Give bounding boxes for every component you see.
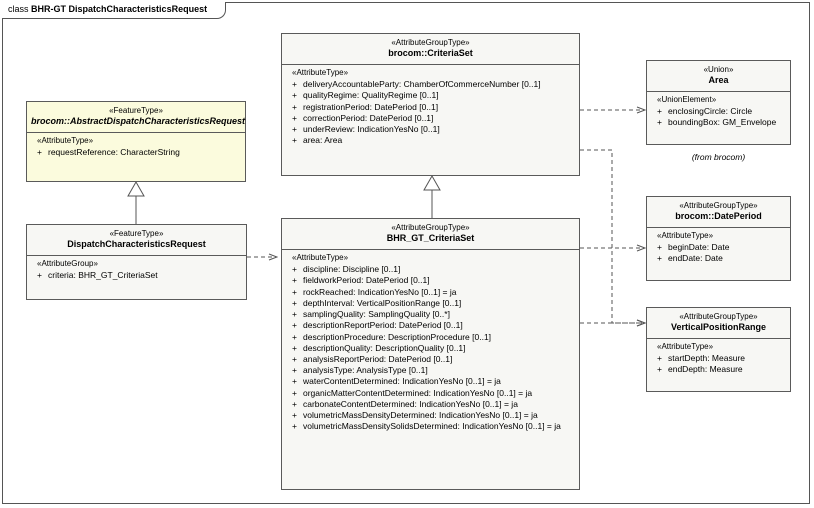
attribute-text: requestReference: CharacterString bbox=[48, 147, 180, 158]
class-name: brocom::AbstractDispatchCharacteristicsRequest bbox=[31, 116, 246, 126]
visibility-marker: + bbox=[292, 398, 297, 409]
class-name: BHR_GT_CriteriaSet bbox=[386, 233, 475, 243]
attribute-text: volumetricMassDensitySolidsDetermined: IndicationYesNo [0..1] = ja bbox=[303, 421, 561, 432]
visibility-marker: + bbox=[292, 90, 297, 101]
class-name: DispatchCharacteristicsRequest bbox=[67, 239, 206, 249]
attribute-row bbox=[653, 242, 786, 253]
visibility-marker: + bbox=[292, 387, 297, 398]
attribute-section-stereotype: «AttributeGroup» bbox=[37, 259, 98, 269]
class-header bbox=[27, 102, 245, 132]
class-attribute-section bbox=[27, 255, 246, 285]
class-abstract-dispatch-characteristics-request[interactable] bbox=[26, 101, 246, 182]
attribute-row bbox=[653, 117, 786, 128]
visibility-marker: + bbox=[292, 286, 297, 297]
visibility-marker: + bbox=[37, 270, 42, 281]
attribute-row bbox=[288, 388, 575, 399]
attribute-section-stereotype: «AttributeType» bbox=[292, 253, 349, 263]
attribute-section-stereotype: «UnionElement» bbox=[657, 95, 717, 105]
visibility-marker: + bbox=[292, 354, 297, 364]
class-bhr-gt-criteriaset[interactable] bbox=[281, 218, 580, 490]
visibility-marker: + bbox=[292, 124, 297, 135]
class-attribute-section bbox=[27, 132, 245, 162]
attribute-row bbox=[288, 124, 575, 135]
class-attribute-section bbox=[282, 64, 579, 150]
class-name: VerticalPositionRange bbox=[670, 322, 767, 332]
attribute-row bbox=[288, 410, 575, 421]
attribute-text: criteria: BHR_GT_CriteriaSet bbox=[48, 270, 158, 281]
class-header bbox=[282, 34, 579, 64]
area-package-note: (from brocom) bbox=[691, 152, 746, 162]
visibility-marker: + bbox=[292, 275, 297, 286]
attribute-text: enclosingCircle: Circle bbox=[668, 106, 753, 117]
attribute-section-stereotype: «AttributeType» bbox=[37, 136, 94, 146]
attribute-text: depthInterval: VerticalPositionRange [0..1] bbox=[303, 297, 462, 308]
frame-label-prefix: class bbox=[8, 4, 29, 14]
class-name: Area bbox=[708, 75, 729, 85]
attribute-row bbox=[288, 309, 575, 320]
attribute-row bbox=[288, 90, 575, 101]
attribute-row bbox=[653, 364, 786, 375]
visibility-marker: + bbox=[657, 353, 662, 364]
class-brocom-criteriaset[interactable] bbox=[281, 33, 580, 176]
attribute-text: qualityRegime: QualityRegime [0..1] bbox=[303, 90, 439, 101]
class-brocom-dateperiod[interactable] bbox=[646, 196, 791, 281]
visibility-marker: + bbox=[292, 297, 297, 308]
attribute-row bbox=[288, 113, 575, 124]
attribute-row bbox=[288, 102, 575, 113]
attribute-text: endDate: Date bbox=[668, 253, 723, 264]
attribute-row bbox=[288, 332, 575, 343]
visibility-marker: + bbox=[292, 365, 297, 376]
visibility-marker: + bbox=[657, 106, 662, 117]
class-header bbox=[647, 197, 790, 227]
attribute-text: waterContentDetermined: IndicationYesNo [0..1] = ja bbox=[303, 376, 501, 387]
class-stereotype: «AttributeGroupType» bbox=[391, 38, 470, 47]
visibility-marker: + bbox=[292, 376, 297, 387]
attribute-row bbox=[288, 79, 575, 90]
attribute-text: area: Area bbox=[303, 135, 343, 146]
attribute-text: deliveryAccountableParty: ChamberOfCommerceNumber [0..1] bbox=[303, 79, 541, 90]
attribute-text: boundingBox: GM_Envelope bbox=[668, 117, 777, 128]
attribute-text: endDepth: Measure bbox=[668, 364, 743, 375]
visibility-marker: + bbox=[292, 264, 297, 275]
visibility-marker: + bbox=[292, 421, 297, 432]
class-attribute-section bbox=[647, 338, 790, 379]
attribute-text: descriptionProcedure: DescriptionProcedure [0..1] bbox=[303, 331, 492, 342]
attribute-section-stereotype: «AttributeType» bbox=[657, 231, 714, 241]
class-name: brocom::CriteriaSet bbox=[388, 48, 473, 58]
attribute-text: descriptionQuality: DescriptionQuality [0..1] bbox=[303, 342, 466, 353]
visibility-marker: + bbox=[292, 112, 297, 123]
attribute-row bbox=[288, 320, 575, 331]
attribute-row bbox=[653, 253, 786, 264]
class-dispatch-characteristics-request[interactable] bbox=[26, 224, 247, 300]
class-vertical-position-range[interactable] bbox=[646, 307, 791, 392]
attribute-text: carbonateContentDetermined: IndicationYesNo [0..1] = ja bbox=[303, 398, 518, 409]
visibility-marker: + bbox=[292, 79, 297, 90]
attribute-text: correctionPeriod: DatePeriod [0..1] bbox=[303, 112, 434, 123]
visibility-marker: + bbox=[292, 342, 297, 353]
visibility-marker: + bbox=[657, 253, 662, 264]
attribute-text: analysisType: AnalysisType [0..1] bbox=[303, 365, 428, 376]
class-attribute-section bbox=[647, 227, 790, 268]
attribute-row bbox=[288, 135, 575, 146]
visibility-marker: + bbox=[657, 117, 662, 128]
attribute-row bbox=[288, 376, 575, 387]
class-stereotype: «AttributeGroupType» bbox=[391, 223, 470, 232]
attribute-text: rockReached: IndicationYesNo [0..1] = ja bbox=[303, 286, 457, 297]
attribute-text: fieldworkPeriod: DatePeriod [0..1] bbox=[303, 275, 430, 286]
visibility-marker: + bbox=[292, 320, 297, 331]
visibility-marker: + bbox=[292, 101, 297, 112]
class-stereotype: «AttributeGroupType» bbox=[679, 201, 758, 210]
visibility-marker: + bbox=[292, 331, 297, 342]
attribute-row bbox=[653, 353, 786, 364]
attribute-row bbox=[288, 365, 575, 376]
attribute-row bbox=[288, 343, 575, 354]
attribute-row bbox=[288, 287, 575, 298]
class-stereotype: «FeatureType» bbox=[109, 106, 163, 115]
attribute-row bbox=[33, 270, 242, 281]
class-stereotype: «Union» bbox=[703, 65, 734, 74]
attribute-text: analysisReportPeriod: DatePeriod [0..1] bbox=[303, 354, 453, 364]
class-area[interactable] bbox=[646, 60, 791, 145]
attribute-text: beginDate: Date bbox=[668, 242, 730, 253]
attribute-row bbox=[288, 264, 575, 275]
visibility-marker: + bbox=[292, 410, 297, 421]
class-header bbox=[27, 225, 246, 255]
attribute-section-stereotype: «AttributeType» bbox=[657, 342, 714, 352]
visibility-marker: + bbox=[657, 364, 662, 375]
attribute-row bbox=[288, 354, 575, 365]
class-name: brocom::DatePeriod bbox=[675, 211, 762, 221]
attribute-row bbox=[288, 298, 575, 309]
visibility-marker: + bbox=[292, 309, 297, 320]
frame-label-title: BHR-GT DispatchCharacteristicsRequest bbox=[31, 4, 208, 14]
attribute-text: startDepth: Measure bbox=[668, 353, 746, 364]
class-header bbox=[647, 308, 790, 338]
attribute-row bbox=[33, 147, 241, 158]
attribute-section-stereotype: «AttributeType» bbox=[292, 68, 349, 78]
class-stereotype: «FeatureType» bbox=[109, 229, 164, 238]
class-header bbox=[282, 219, 579, 249]
class-attribute-section bbox=[282, 249, 579, 436]
attribute-row bbox=[288, 399, 575, 410]
attribute-row bbox=[288, 275, 575, 286]
class-header bbox=[647, 61, 790, 91]
attribute-text: samplingQuality: SamplingQuality [0..*] bbox=[303, 309, 450, 320]
attribute-text: discipline: Discipline [0..1] bbox=[303, 264, 401, 275]
visibility-marker: + bbox=[292, 135, 297, 146]
attribute-text: underReview: IndicationYesNo [0..1] bbox=[303, 124, 440, 135]
diagram-frame-label bbox=[2, 2, 226, 19]
attribute-row bbox=[653, 106, 786, 117]
visibility-marker: + bbox=[657, 242, 662, 253]
attribute-text: descriptionReportPeriod: DatePeriod [0..1] bbox=[303, 320, 463, 331]
class-stereotype: «AttributeGroupType» bbox=[679, 312, 758, 321]
attribute-row bbox=[288, 421, 575, 432]
visibility-marker: + bbox=[37, 147, 42, 158]
attribute-text: volumetricMassDensityDetermined: IndicationYesNo [0..1] = ja bbox=[303, 410, 538, 421]
attribute-text: registrationPeriod: DatePeriod [0..1] bbox=[303, 101, 439, 112]
class-attribute-section bbox=[647, 91, 790, 132]
attribute-text: organicMatterContentDetermined: IndicationYesNo [0..1] = ja bbox=[303, 387, 533, 398]
